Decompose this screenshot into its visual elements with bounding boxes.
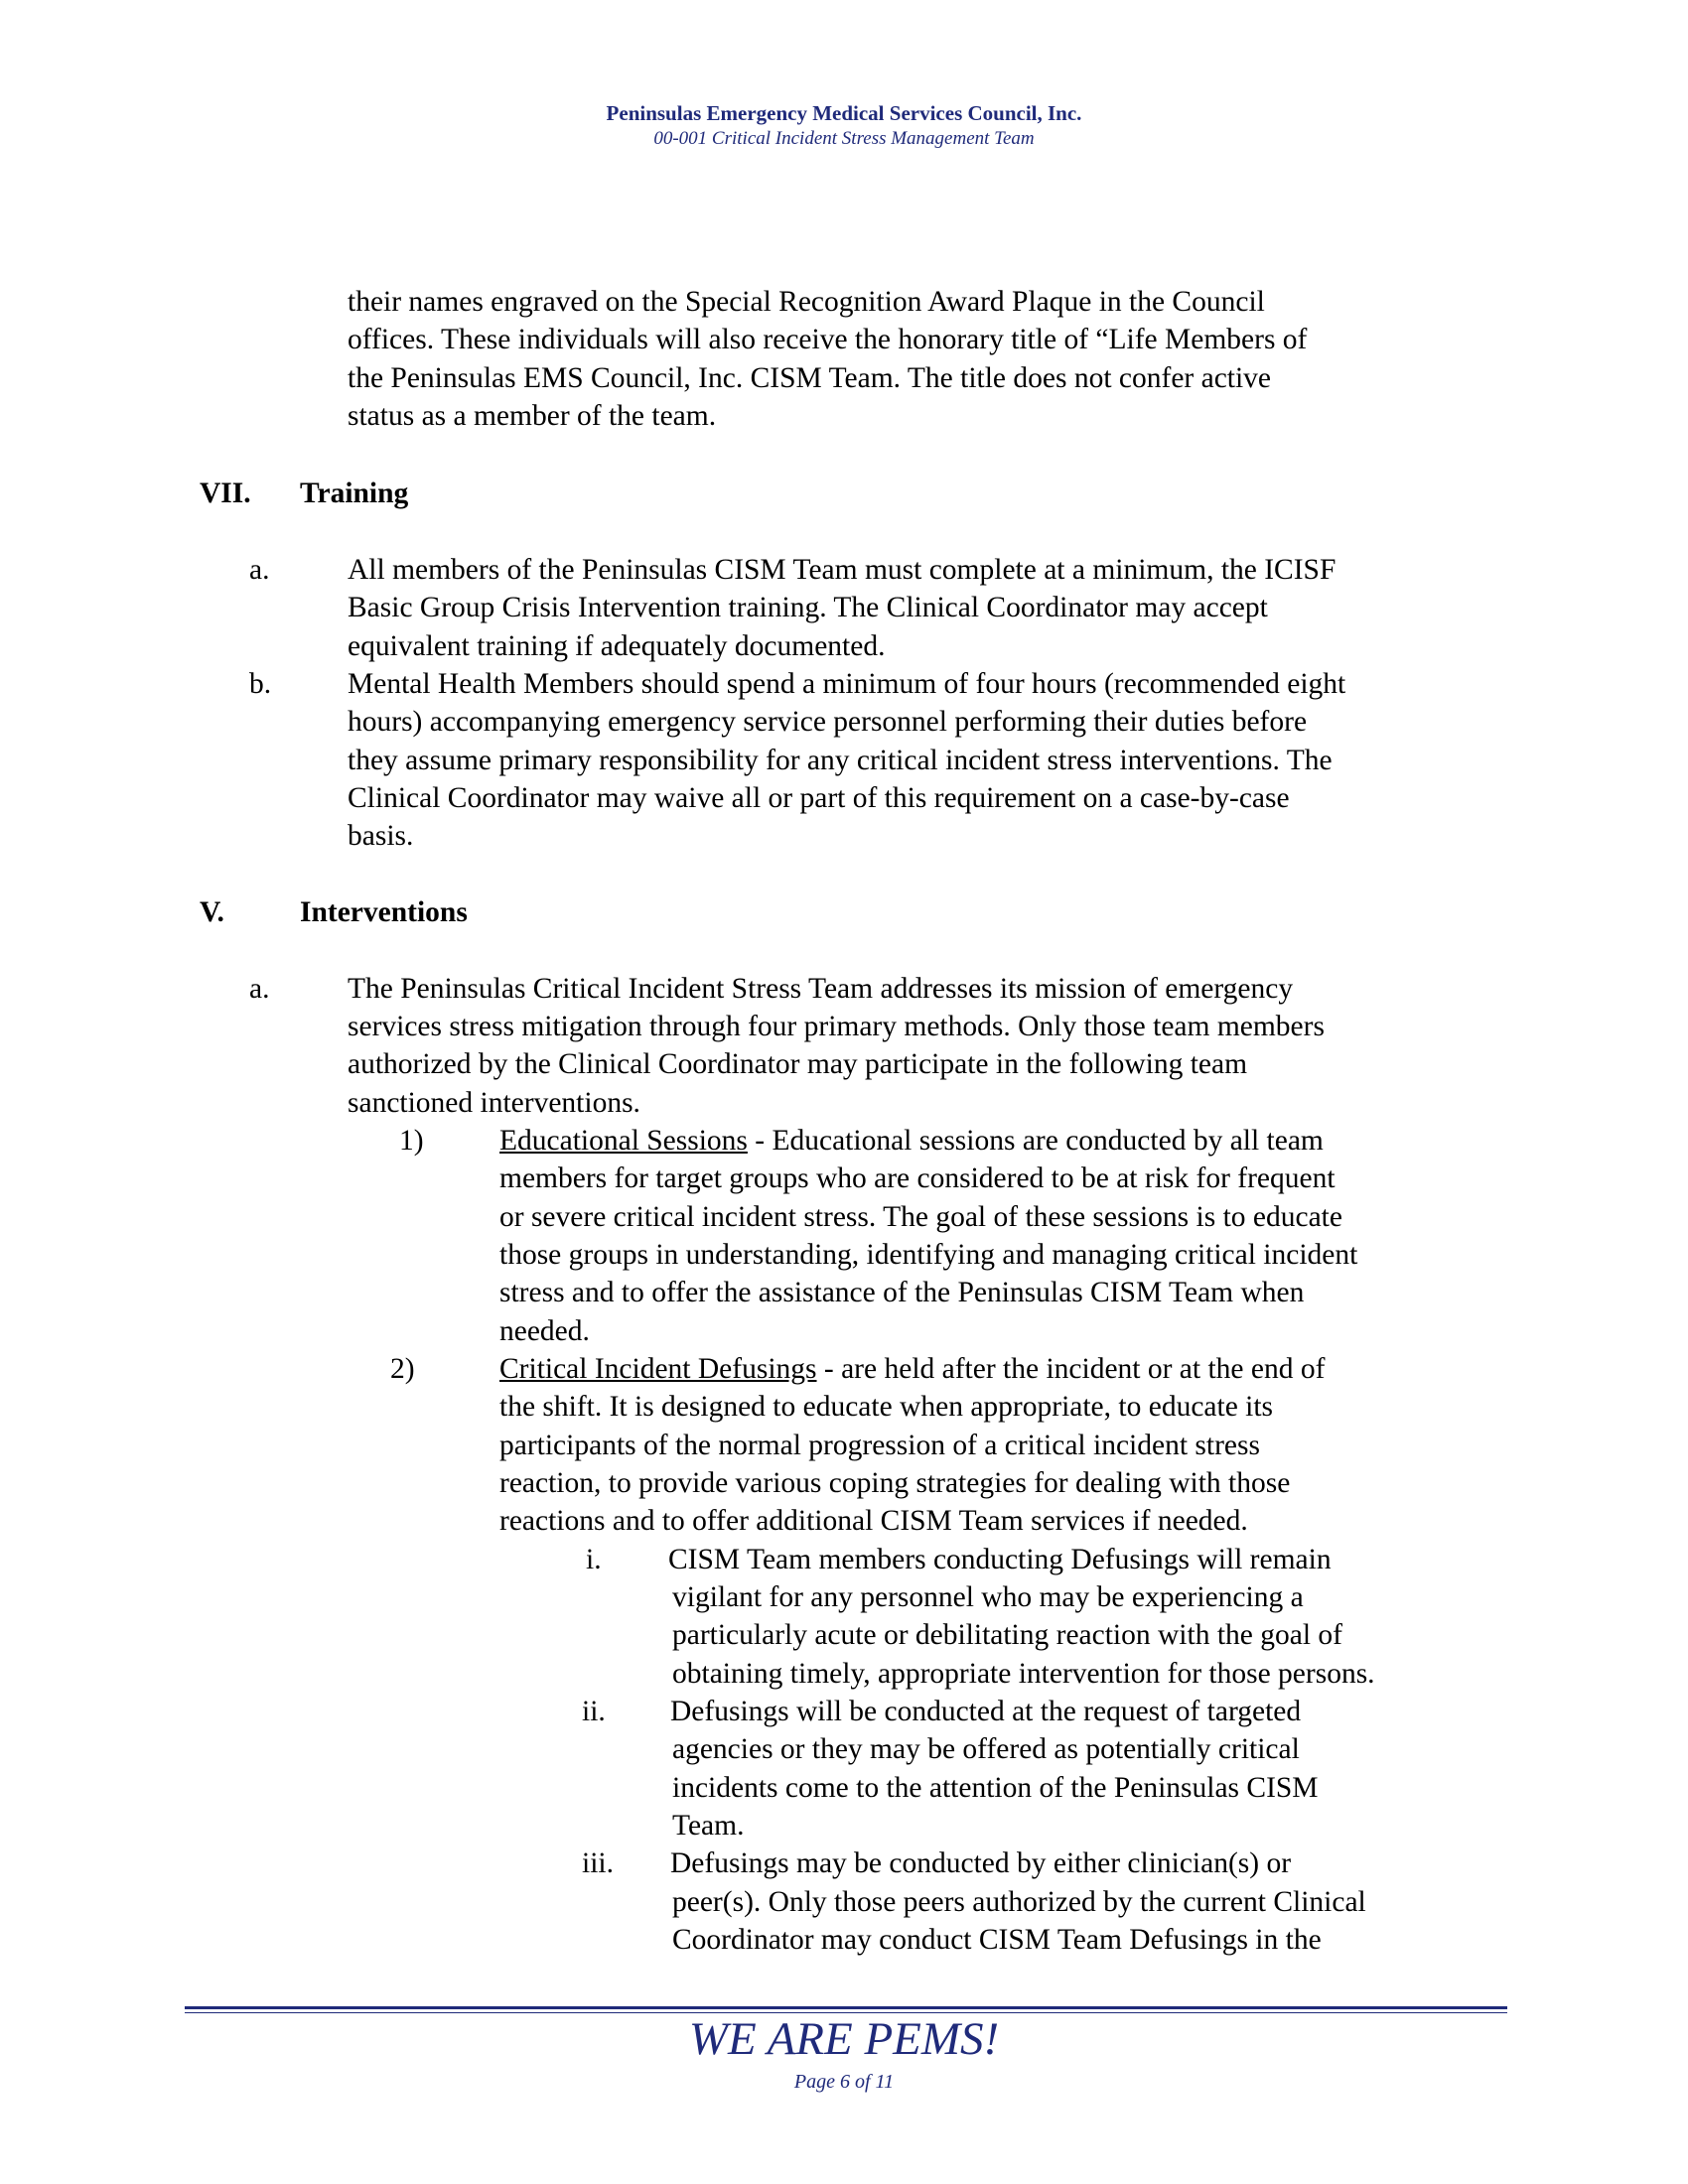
list-label: b. [249, 668, 272, 700]
sub-i-line: obtaining timely, appropriate intervention for those persons. [672, 1658, 1375, 1690]
section-number-training: VII. [200, 478, 251, 509]
interventions-a-line: services stress mitigation through four primary methods. Only those team members [348, 1011, 1325, 1042]
intro-line: status as a member of the team. [348, 400, 717, 432]
defusings-line: participants of the normal progression of a critical incident stress [499, 1430, 1260, 1461]
defusings-first-rest: - are held after the incident or at the end of [816, 1353, 1326, 1385]
list-label: a. [249, 554, 270, 586]
training-a-line: All members of the Peninsulas CISM Team must complete at a minimum, the ICISF [348, 554, 1336, 586]
training-b-line: Clinical Coordinator may waive all or part of this requirement on a case-by-case [348, 782, 1290, 814]
interventions-a-line: authorized by the Clinical Coordinator may participate in the following team [348, 1048, 1248, 1080]
educational-sessions-line: those groups in understanding, identifying and managing critical incident [499, 1239, 1358, 1271]
sub-ii-line: agencies or they may be offered as potentially critical [672, 1733, 1300, 1765]
training-b-line: hours) accompanying emergency service personnel performing their duties before [348, 706, 1308, 738]
training-a-line: equivalent training if adequately documented. [348, 630, 886, 662]
educational-sessions-first-rest: - Educational sessions are conducted by all team [747, 1125, 1324, 1157]
educational-sessions-line [499, 1122, 1324, 1160]
defusings-term: Critical Incident Defusings [499, 1353, 817, 1385]
list-label: i. [586, 1544, 602, 1575]
sub-ii-line: incidents come to the attention of the Peninsulas CISM [672, 1772, 1319, 1804]
intro-line: offices. These individuals will also receive the honorary title of “Life Members of [348, 324, 1308, 355]
intro-line: their names engraved on the Special Recognition Award Plaque in the Council [348, 286, 1265, 318]
educational-sessions-line: stress and to offer the assistance of the Peninsulas CISM Team when [499, 1277, 1305, 1308]
training-a-line: Basic Group Crisis Intervention training. The Clinical Coordinator may accept [348, 592, 1268, 623]
section-title-interventions: Interventions [300, 896, 468, 928]
interventions-a-line: The Peninsulas Critical Incident Stress Team addresses its mission of emergency [348, 973, 1294, 1005]
page-header [0, 99, 1688, 151]
footer-slogan: WE ARE PEMS! [688, 2013, 1000, 2065]
defusings-line [499, 1350, 1325, 1388]
list-label: 1) [399, 1125, 424, 1157]
interventions-a-line: sanctioned interventions. [348, 1087, 640, 1119]
sub-i-line: vigilant for any personnel who may be experiencing a [672, 1581, 1304, 1613]
sub-iii-line: peer(s). Only those peers authorized by the current Clinical [672, 1886, 1366, 1918]
intro-line: the Peninsulas EMS Council, Inc. CISM Team. The title does not confer active [348, 362, 1272, 394]
sub-i-line: particularly acute or debilitating reaction with the goal of [672, 1619, 1342, 1651]
sub-iii-line: Coordinator may conduct CISM Team Defusings in the [672, 1924, 1322, 1956]
list-label: a. [249, 973, 270, 1005]
organization-name: Peninsulas Emergency Medical Services Council, Inc. [606, 101, 1082, 125]
defusings-line: the shift. It is designed to educate when appropriate, to educate its [499, 1391, 1274, 1423]
section-number-interventions: V. [200, 896, 224, 928]
training-b-line: they assume primary responsibility for any critical incident stress interventions. The [348, 745, 1333, 776]
training-b-line: basis. [348, 820, 414, 852]
list-label: iii. [582, 1847, 614, 1879]
educational-sessions-term: Educational Sessions [499, 1125, 748, 1157]
sub-ii-line: Team. [672, 1810, 745, 1842]
training-b-line: Mental Health Members should spend a minimum of four hours (recommended eight [348, 668, 1346, 700]
sub-iii-line: Defusings may be conducted by either clinician(s) or [670, 1847, 1292, 1879]
section-title-training: Training [300, 478, 409, 509]
educational-sessions-line: needed. [499, 1315, 590, 1347]
sub-i-line: CISM Team members conducting Defusings will remain [668, 1544, 1332, 1575]
list-label: ii. [582, 1696, 606, 1727]
educational-sessions-line: or severe critical incident stress. The goal of these sessions is to educate [499, 1201, 1342, 1233]
defusings-line: reactions and to offer additional CISM Team services if needed. [499, 1505, 1248, 1537]
sub-ii-line: Defusings will be conducted at the request of targeted [670, 1696, 1302, 1727]
document-title: 00-001 Critical Incident Stress Management Team [653, 128, 1035, 149]
page-number: Page 6 of 11 [793, 2071, 895, 2093]
list-label: 2) [390, 1353, 415, 1385]
educational-sessions-line: members for target groups who are considered to be at risk for frequent [499, 1162, 1336, 1194]
defusings-line: reaction, to provide various coping strategies for dealing with those [499, 1467, 1291, 1499]
